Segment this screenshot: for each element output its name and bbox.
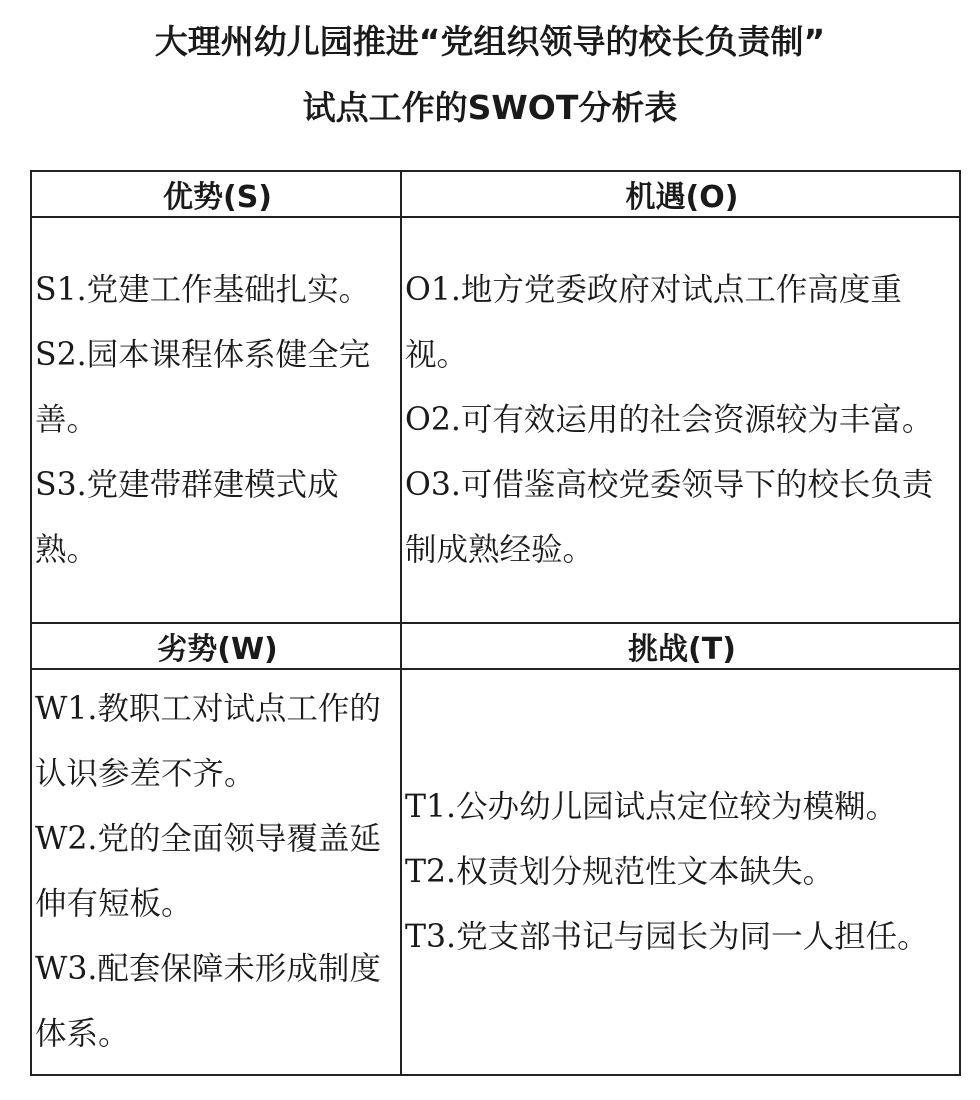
opportunities-header: 机遇(O) [401, 171, 960, 217]
opportunity-item-o3: O3.可借鉴高校党委领导下的校长负责制成熟经验。 [405, 466, 934, 568]
opportunity-item-o2: O2.可有效运用的社会资源较为丰富。 [405, 401, 934, 438]
table-header-row [31, 623, 960, 669]
swot-table [30, 170, 961, 1076]
weakness-item-w3: W3.配套保障未形成制度体系。 [35, 951, 381, 1052]
threats-header: 挑战(T) [401, 623, 960, 669]
weaknesses-header: 劣势(W) [31, 623, 401, 669]
table-header-row [31, 171, 960, 217]
weakness-item-w1: W1.教职工对试点工作的认识参差不齐。 [35, 691, 381, 792]
opportunity-item-o1: O1.地方党委政府对试点工作高度重视。 [405, 271, 902, 373]
weakness-item-w2: W2.党的全面领导覆盖延伸有短板。 [35, 821, 381, 922]
opportunities-cell [401, 217, 960, 623]
page-title-line-2: 试点工作的SWOT分析表 [302, 88, 678, 127]
strengths-header: 优势(S) [31, 171, 401, 217]
weaknesses-cell [31, 669, 401, 1075]
strengths-cell [31, 217, 401, 623]
table-row [31, 669, 960, 1075]
threat-item-t1: T1.公办幼儿园试点定位较为模糊。 [405, 788, 898, 825]
threats-cell [401, 669, 960, 1075]
threat-item-t2: T2.权责划分规范性文本缺失。 [405, 853, 835, 890]
strength-item-s1: S1.党建工作基础扎实。 [35, 271, 371, 308]
page-title-line-1: 大理州幼儿园推进“党组织领导的校长负责制” [154, 22, 826, 61]
threat-item-t3: T3.党支部书记与园长为同一人担任。 [405, 918, 929, 955]
strength-item-s2: S2.园本课程体系健全完善。 [35, 336, 371, 438]
strength-item-s3: S3.党建带群建模式成熟。 [35, 466, 339, 568]
table-row [31, 217, 960, 623]
